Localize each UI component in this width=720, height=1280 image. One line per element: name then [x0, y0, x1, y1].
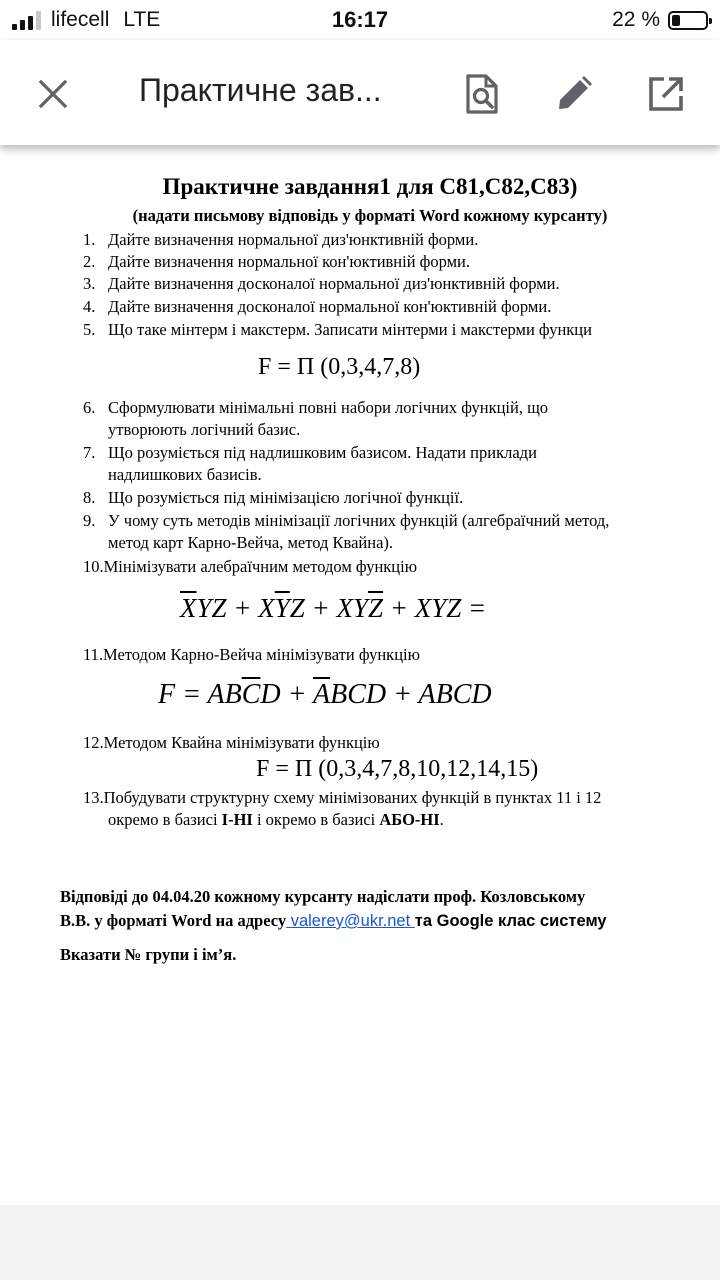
viewer-toolbar	[0, 40, 720, 145]
list-item: 9. У чому суть методів мінімізації логічних функцій (алгебраїчний метод, метод карт Карно-Вейча, метод Квайна).	[83, 511, 610, 552]
find-in-document-button[interactable]	[455, 67, 509, 121]
formula-boolean-sum: $\overline{X}YZ + X\overline{Y}Z + XY\overline{Z}$ + XYZ =	[180, 593, 487, 623]
footer-note: Вказати № групи і ім’я.	[60, 945, 237, 964]
list-item: 3. Дайте визначення досконалої нормальної диз'юнктивній форми.	[83, 274, 560, 293]
formula-karnaugh: $F = AB\overline{C}D + \overline{A}BCD$ + ABCD	[158, 679, 492, 710]
battery-percent: 22 %	[612, 8, 660, 31]
list-item: 8. Що розуміється під мінімізацією логічної функції.	[83, 488, 464, 507]
list-item: 12.Методом Квайна мінімізувати функцію	[83, 733, 380, 752]
doc-heading: Практичне завдання1 для С81,С82,С83)	[162, 174, 578, 199]
battery-icon	[668, 11, 708, 30]
document-title: Практичне зав...	[139, 72, 382, 108]
open-in-new-icon	[647, 75, 685, 113]
close-icon	[37, 78, 69, 110]
open-external-button[interactable]	[639, 67, 693, 121]
document-search-icon	[464, 73, 500, 115]
formula-product-2: F = П (0,3,4,7,8,10,12,14,15)	[256, 756, 539, 782]
viewer-background	[0, 1205, 720, 1280]
status-bar	[0, 0, 720, 40]
list-item: 10.Мінімізувати алебраїчним методом функцію	[83, 557, 418, 576]
list-item: 13.Побудувати структурну схему мінімізованих функцій в пунктах 11 і 12 окремо в базисі І-НІ і окремо в базисі АБО-НІ.	[83, 788, 602, 829]
edit-button[interactable]	[547, 67, 601, 121]
list-item: 1. Дайте визначення нормальної диз'юнктивній форми.	[83, 230, 479, 249]
carrier-name: lifecell	[51, 8, 110, 31]
network-type: LTE	[123, 8, 161, 31]
close-button[interactable]	[26, 67, 80, 121]
list-item: 2. Дайте визначення нормальної кон'юктивній форми.	[83, 252, 471, 271]
formula-product-1: F = П (0,3,4,7,8)	[258, 354, 421, 380]
list-item: 6. Сформулювати мінімальні повні набори логічних функцій, що утворюють логічний базис.	[83, 398, 549, 439]
pencil-icon	[555, 75, 593, 113]
list-item: 7. Що розуміється під надлишковим базисом. Надати приклади надлишкових базисів.	[83, 443, 537, 484]
list-item: 4. Дайте визначення досконалої нормальної кон'юктивній форми.	[83, 297, 552, 316]
list-item: 5. Що таке мінтерм і макстерм. Записати мінтерми і макстерми функци	[83, 320, 592, 339]
doc-subheading: (надати письмову відповідь у форматі Word кожному курсанту)	[132, 206, 608, 225]
document-page[interactable]	[0, 150, 720, 1205]
list-item: 11.Методом Карно-Вейча мінімізувати функцію	[83, 645, 420, 664]
status-time: 16:17	[331, 7, 389, 32]
footer-instructions: Відповіді до 04.04.20 кожному курсанту надіслати проф. Козловському В.В. у форматі Word на адресу valerey@ukr.net та Google клас систему	[60, 887, 607, 930]
email-link[interactable]: valerey@ukr.net	[286, 912, 415, 930]
